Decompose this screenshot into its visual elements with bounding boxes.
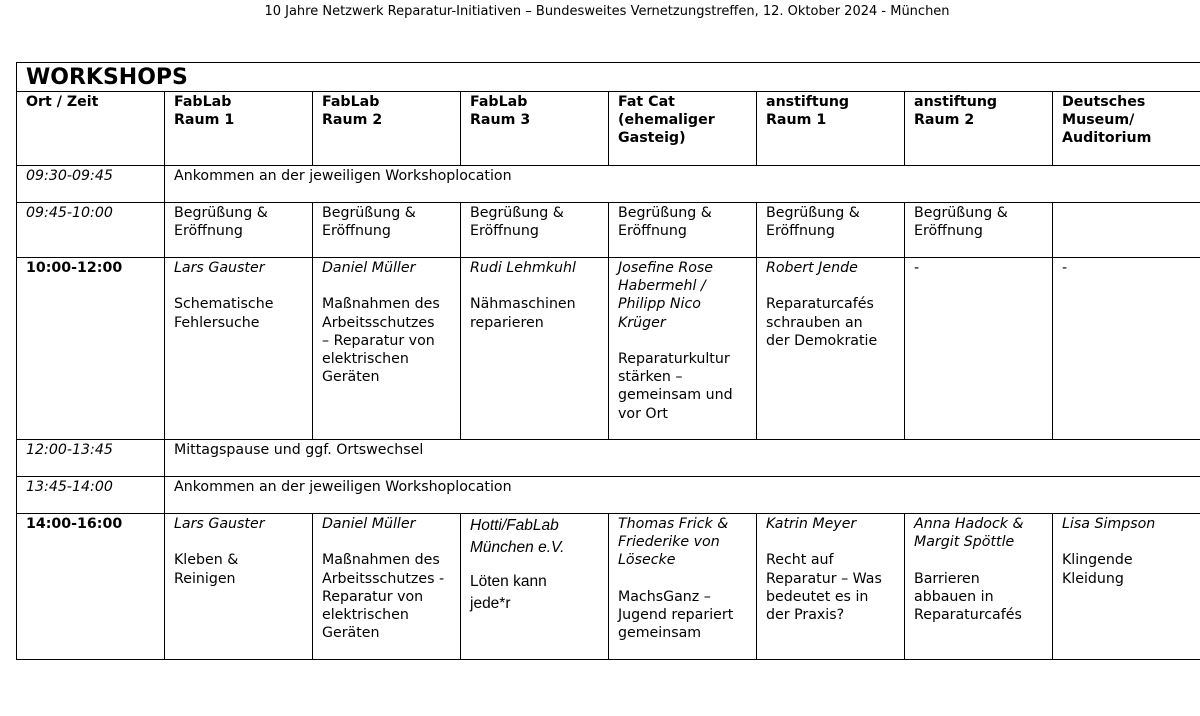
welcome-cell: Begrüßung & Eröffnung	[313, 203, 461, 258]
presenter: Lisa Simpson	[1062, 516, 1156, 532]
welcome-cell: Begrüßung & Eröffnung	[461, 203, 609, 258]
column-header-row	[17, 92, 1200, 166]
table-row	[17, 477, 1200, 514]
workshop-cell: Daniel Müller Maßnahmen des Arbeitsschutzes – Reparatur von elektrischen Geräten	[313, 258, 461, 440]
workshop-cell: Katrin Meyer Recht auf Reparatur – Was bedeutet es in der Praxis?	[757, 514, 905, 660]
presenter: Daniel Müller	[322, 260, 416, 276]
table-row	[17, 166, 1200, 203]
column-header-fablab-raum-1: FabLab Raum 1	[165, 92, 313, 166]
workshop-cell: Hotti/FabLab München e.V. Löten kann jede*r	[461, 514, 609, 660]
span-cell: Ankommen an der jeweiligen Workshoplocation	[165, 166, 1200, 203]
time-cell: 10:00-12:00	[17, 258, 165, 440]
presenter: Thomas Frick & Friederike von Lösecke	[618, 516, 729, 569]
presenter: Josefine Rose Habermehl / Philipp Nico Krüger	[618, 260, 714, 331]
workshop-cell: Lars Gauster Kleben & Reinigen	[165, 514, 313, 660]
welcome-cell: Begrüßung & Eröffnung	[609, 203, 757, 258]
workshop-cell: -	[905, 258, 1053, 440]
column-header-fablab-raum-3: FabLab Raum 3	[461, 92, 609, 166]
empty-cell	[1053, 203, 1200, 258]
workshop-cell: Rudi Lehmkuhl Nähmaschinen reparieren	[461, 258, 609, 440]
column-header-ort-zeit: Ort / Zeit	[17, 92, 165, 166]
workshop-cell: Lars Gauster Schematische Fehlersuche	[165, 258, 313, 440]
span-cell: Ankommen an der jeweiligen Workshoplocation	[165, 477, 1200, 514]
column-header-deutsches-museum: Deutsches Museum/ Auditorium	[1053, 92, 1200, 166]
presenter: Katrin Meyer	[766, 516, 857, 532]
workshop-table	[16, 62, 1200, 660]
time-cell: 09:30-09:45	[17, 166, 165, 203]
time-cell: 12:00-13:45	[17, 440, 165, 477]
presenter: Robert Jende	[766, 260, 858, 276]
presenter: Hotti/FabLab München e.V.	[470, 517, 565, 556]
workshop-cell: Thomas Frick & Friederike von Lösecke MachsGanz – Jugend repariert gemeinsam	[609, 514, 757, 660]
table-row	[17, 514, 1200, 660]
table-title: WORKSHOPS	[17, 63, 1200, 92]
presenter: Lars Gauster	[174, 260, 265, 276]
presenter: Rudi Lehmkuhl	[470, 260, 576, 276]
workshop-cell: -	[1053, 258, 1200, 440]
column-header-anstiftung-raum-1: anstiftung Raum 1	[757, 92, 905, 166]
welcome-cell: Begrüßung & Eröffnung	[905, 203, 1053, 258]
column-header-fablab-raum-2: FabLab Raum 2	[313, 92, 461, 166]
presenter: Anna Hadock & Margit Spöttle	[914, 516, 1024, 551]
workshop-cell: Lisa Simpson Klingende Kleidung	[1053, 514, 1200, 660]
workshop-cell: Anna Hadock & Margit Spöttle Barrieren abbauen in Reparaturcafés	[905, 514, 1053, 660]
table-row	[17, 258, 1200, 440]
time-cell: 13:45-14:00	[17, 477, 165, 514]
workshop-cell: Josefine Rose Habermehl / Philipp Nico Krüger Reparaturkultur stärken – gemeinsam und vor Ort	[609, 258, 757, 440]
span-cell: Mittagspause und ggf. Ortswechsel	[165, 440, 1200, 477]
column-header-fat-cat: Fat Cat (ehemaliger Gasteig)	[609, 92, 757, 166]
page-header: 10 Jahre Netzwerk Reparatur-Initiativen – Bundesweites Vernetzungstreffen, 12. Oktober 2024 - München	[264, 4, 950, 19]
welcome-cell: Begrüßung & Eröffnung	[165, 203, 313, 258]
workshop-cell: Daniel Müller Maßnahmen des Arbeitsschutzes - Reparatur von elektrischen Geräten	[313, 514, 461, 660]
welcome-cell: Begrüßung & Eröffnung	[757, 203, 905, 258]
table-row	[17, 203, 1200, 258]
table-row	[17, 440, 1200, 477]
time-cell: 09:45-10:00	[17, 203, 165, 258]
presenter: Daniel Müller	[322, 516, 416, 532]
presenter: Lars Gauster	[174, 516, 265, 532]
column-header-anstiftung-raum-2: anstiftung Raum 2	[905, 92, 1053, 166]
time-cell: 14:00-16:00	[17, 514, 165, 660]
workshop-cell: Robert Jende Reparaturcafés schrauben an der Demokratie	[757, 258, 905, 440]
